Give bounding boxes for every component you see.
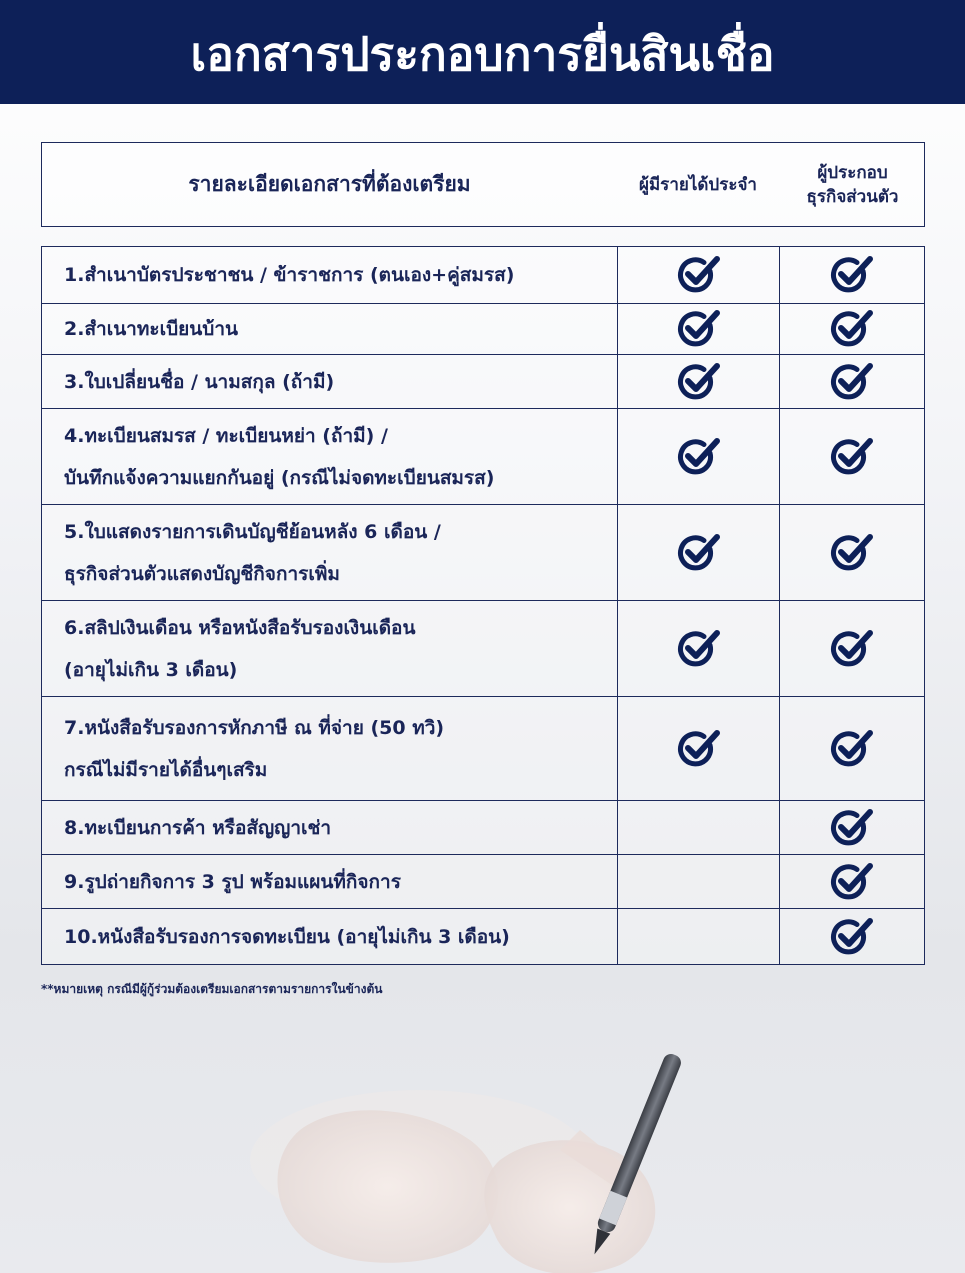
- check-circle-icon: [677, 629, 721, 669]
- check-circle-icon: [830, 808, 874, 848]
- business-check-cell: [779, 505, 924, 600]
- check-circle-icon: [677, 309, 721, 349]
- column-header-business: ผู้ประกอบ ธุรกิจส่วนตัว: [806, 162, 899, 207]
- check-circle-icon: [677, 362, 721, 402]
- table-row: [42, 801, 924, 855]
- salaried-check-cell: [617, 355, 779, 408]
- document-table: [41, 246, 925, 965]
- business-check-cell: [779, 909, 924, 964]
- table-row: [42, 855, 924, 909]
- document-item-label: 2.สำเนาทะเบียนบ้าน: [64, 318, 238, 340]
- check-circle-icon: [677, 533, 721, 573]
- check-circle-icon: [830, 437, 874, 477]
- check-circle-icon: [830, 917, 874, 957]
- document-item-label: 3.ใบเปลี่ยนชื่อ / นามสกุล (ถ้ามี): [64, 370, 335, 393]
- business-check-cell: [779, 355, 924, 408]
- document-item-label: 1.สำเนาบัตรประชาชน / ข้าราชการ (ตนเอง+คู่สมรส): [64, 264, 515, 286]
- check-circle-icon: [677, 255, 721, 295]
- salaried-check-cell: [617, 409, 779, 504]
- column-header-salaried: ผู้มีรายได้ประจำ: [639, 175, 757, 195]
- check-circle-icon: [830, 862, 874, 902]
- document-item-label: 9.รูปถ่ายกิจการ 3 รูป พร้อมแผนที่กิจการ: [64, 870, 401, 893]
- document-item-label: 8.ทะเบียนการค้า หรือสัญญาเช่า: [64, 816, 332, 839]
- check-circle-icon: [830, 255, 874, 295]
- salaried-check-cell: [617, 697, 779, 800]
- table-row: [42, 304, 924, 355]
- business-check-cell: [779, 409, 924, 504]
- check-circle-icon: [830, 729, 874, 769]
- salaried-check-cell: [617, 247, 779, 303]
- document-item-label: 6.สลิปเงินเดือน หรือหนังสือรับรองเงินเดือน (อายุไม่เกิน 3 เดือน): [64, 616, 416, 681]
- hand-writing-photo: [0, 1010, 965, 1273]
- salaried-check-cell: [617, 505, 779, 600]
- table-row: [42, 247, 924, 304]
- check-circle-icon: [677, 729, 721, 769]
- business-check-cell: [779, 601, 924, 696]
- salaried-check-cell: [617, 601, 779, 696]
- salaried-check-cell: [617, 304, 779, 354]
- salaried-check-cell: [617, 909, 779, 964]
- check-circle-icon: [830, 629, 874, 669]
- page-header: [0, 0, 965, 104]
- business-check-cell: [779, 801, 924, 854]
- document-item-label: 5.ใบแสดงรายการเดินบัญชีย้อนหลัง 6 เดือน / ธุรกิจส่วนตัวแสดงบัญชีกิจการเพิ่ม: [64, 520, 441, 585]
- table-row: [42, 601, 924, 697]
- footnote: **หมายเหตุ กรณีมีผู้กู้ร่วมต้องเตรียมเอกสารตามรายการในข้างต้น: [41, 982, 383, 996]
- page-title: เอกสารประกอบการยื่นสินเชื่อ: [190, 26, 775, 81]
- column-header-detail: รายละเอียดเอกสารที่ต้องเตรียม: [188, 172, 471, 196]
- table-row: [42, 409, 924, 505]
- check-circle-icon: [830, 309, 874, 349]
- business-check-cell: [779, 247, 924, 303]
- document-item-label: 4.ทะเบียนสมรส / ทะเบียนหย่า (ถ้ามี) / บันทึกแจ้งความแยกกันอยู่ (กรณีไม่จดทะเบียนสมรส): [64, 424, 495, 489]
- table-row: [42, 505, 924, 601]
- check-circle-icon: [830, 533, 874, 573]
- document-item-label: 7.หนังสือรับรองการหักภาษี ณ ที่จ่าย (50 ทวิ) กรณีไม่มีรายได้อื่นๆเสริม: [64, 716, 445, 781]
- salaried-check-cell: [617, 801, 779, 854]
- business-check-cell: [779, 697, 924, 800]
- business-check-cell: [779, 855, 924, 908]
- table-column-headers: [41, 142, 925, 227]
- check-circle-icon: [830, 362, 874, 402]
- salaried-check-cell: [617, 855, 779, 908]
- table-row: [42, 909, 924, 964]
- table-row: [42, 355, 924, 409]
- document-item-label: 10.หนังสือรับรองการจดทะเบียน (อายุไม่เกิน 3 เดือน): [64, 925, 510, 948]
- check-circle-icon: [677, 437, 721, 477]
- business-check-cell: [779, 304, 924, 354]
- table-row: [42, 697, 924, 801]
- hand-writing-with-pen-illustration: [0, 1010, 965, 1273]
